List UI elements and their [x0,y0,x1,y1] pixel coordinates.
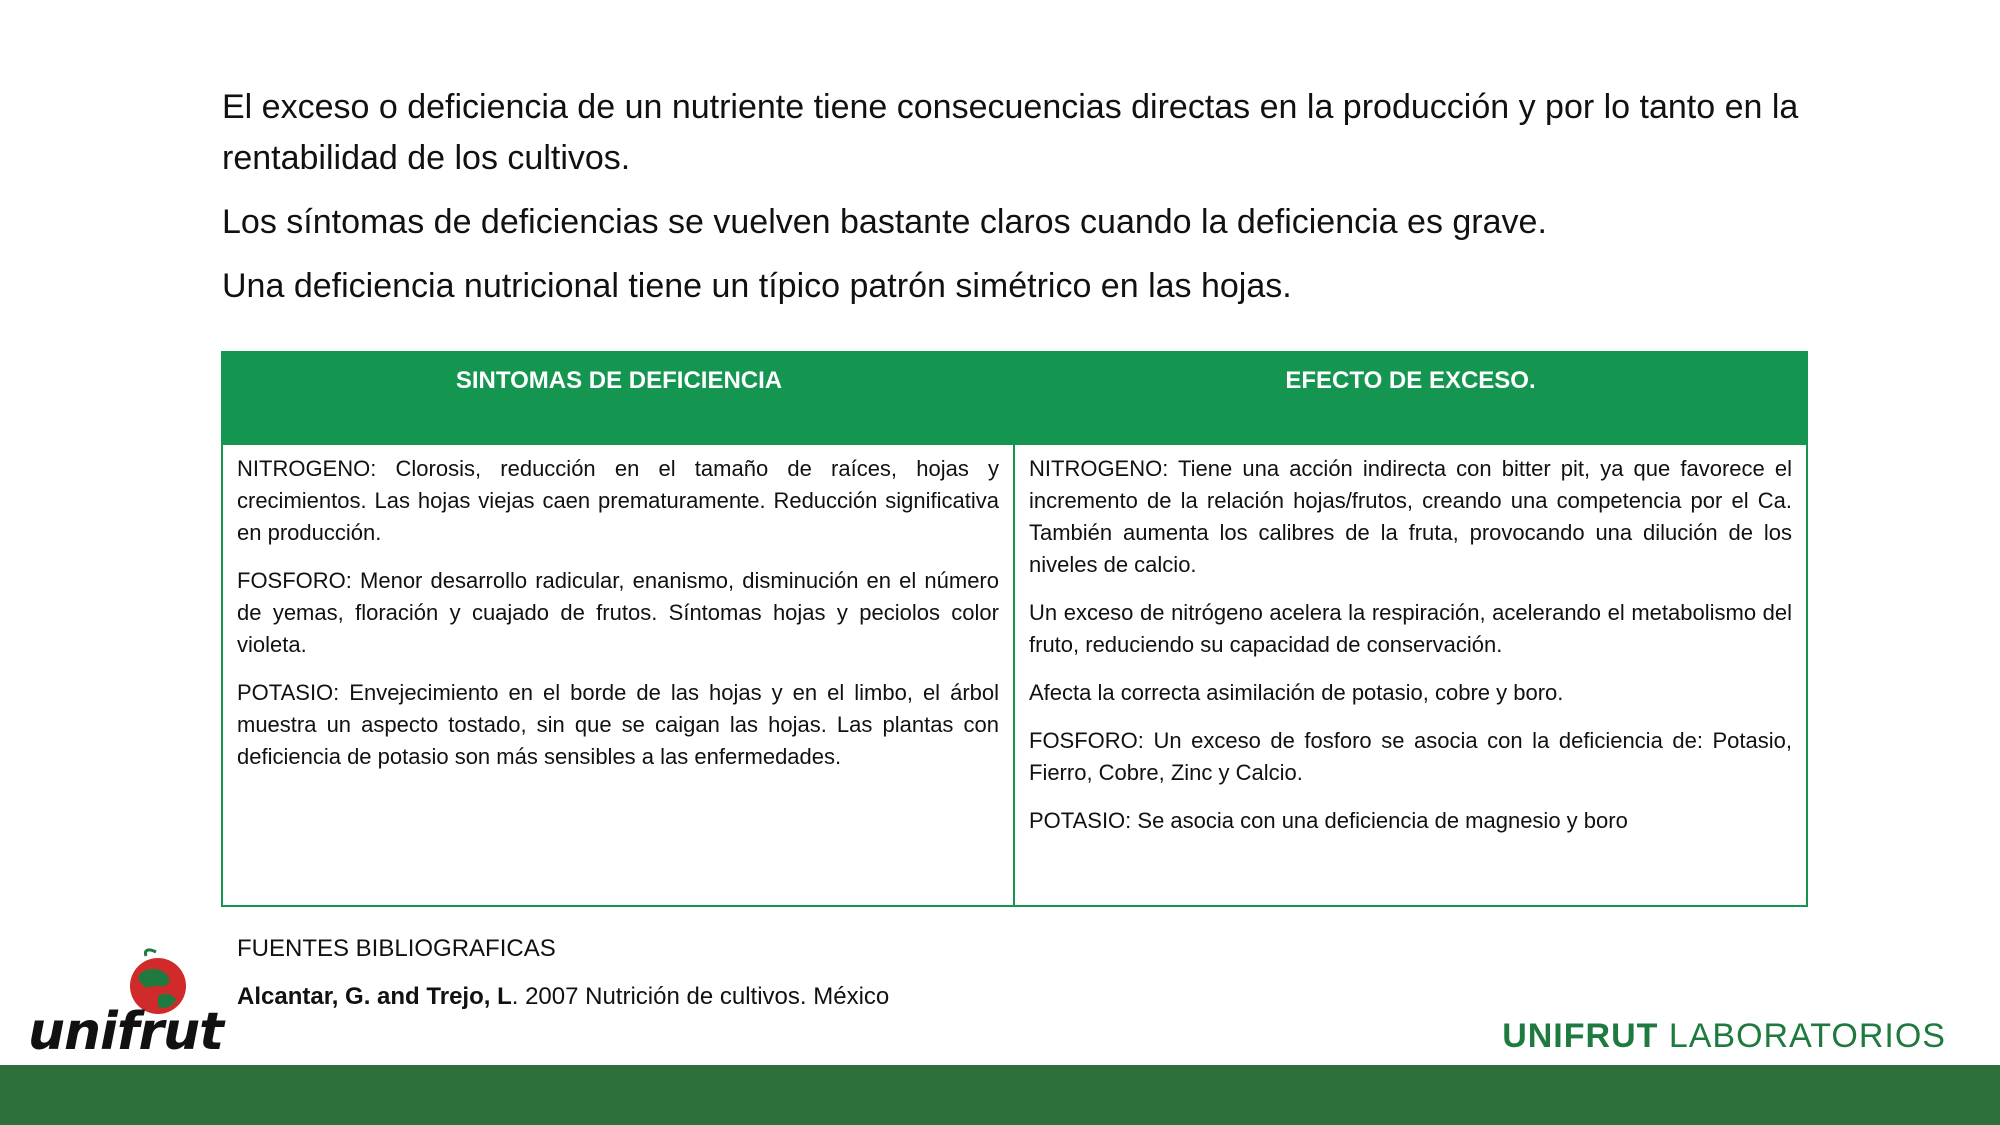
unifrut-logo [28,946,224,1062]
deficiency-fosforo: FOSFORO: Menor desarrollo radicular, enanismo, disminución en el número de yemas, floración y cuajado de frutos. Síntomas hojas y peciolos color violeta. [237,568,999,657]
footer-bar [0,1065,2000,1125]
logo-wordmark: unifrut [28,1002,224,1062]
nutrient-table [221,351,1808,907]
brand-name: UNIFRUT [1502,1017,1659,1055]
brand-suffix: LABORATORIOS [1668,1017,1946,1055]
intro-paragraph-3: Una deficiencia nutricional tiene un típico patrón simétrico en las hojas. [222,267,1292,305]
excess-respiration: Un exceso de nitrógeno acelera la respiración, acelerando el metabolismo del fruto, reduciendo su capacidad de conservación. [1029,600,1792,657]
brand-footer [1502,1017,1946,1056]
intro-paragraph-1: El exceso o deficiencia de un nutriente tiene consecuencias directas en la producción y por lo tanto en la rentabilidad de los cultivos. [222,88,1799,177]
deficiency-potasio: POTASIO: Envejecimiento en el borde de las hojas y en el limbo, el árbol muestra un aspecto tostado, sin que se caigan las hojas. Las plantas con deficiencia de potasio son más sensibles a las enfermedades. [237,680,999,769]
intro-paragraph-2: Los síntomas de deficiencias se vuelven bastante claros cuando la deficiencia es grave. [222,203,1547,241]
header-excess: EFECTO DE EXCESO. [1285,367,1536,394]
reference-details: . 2007 Nutrición de cultivos. México [511,983,890,1010]
excess-cell [1015,445,1806,905]
excess-potasio: POTASIO: Se asocia con una deficiencia de magnesio y boro [1029,808,1628,833]
deficiency-cell [223,445,1015,905]
deficiency-nitrogeno: NITROGENO: Clorosis, reducción en el tamaño de raíces, hojas y crecimientos. Las hojas viejas caen prematuramente. Reducción significativa en producción. [237,456,999,545]
intro-text [222,82,1822,325]
references [237,935,889,1011]
reference-authors: Alcantar, G. and Trejo, L [237,983,512,1010]
excess-nitrogeno: NITROGENO: Tiene una acción indirecta con bitter pit, ya que favorece el incremento de la relación hojas/frutos, creando una competencia por el Ca. También aumenta los calibres de la fruta, provocando una dilución de los niveles de calcio. [1029,456,1792,577]
table-body [223,445,1806,905]
excess-assimilation: Afecta la correcta asimilación de potasio, cobre y boro. [1029,680,1564,705]
excess-fosforo: FOSFORO: Un exceso de fosforo se asocia con la deficiencia de: Potasio, Fierro, Cobre, Zinc y Calcio. [1029,728,1792,785]
header-deficiency: SINTOMAS DE DEFICIENCIA [455,367,783,394]
reference-citation [237,983,889,1011]
references-heading: FUENTES BIBLIOGRAFICAS [237,935,556,962]
table-header [223,353,1806,445]
